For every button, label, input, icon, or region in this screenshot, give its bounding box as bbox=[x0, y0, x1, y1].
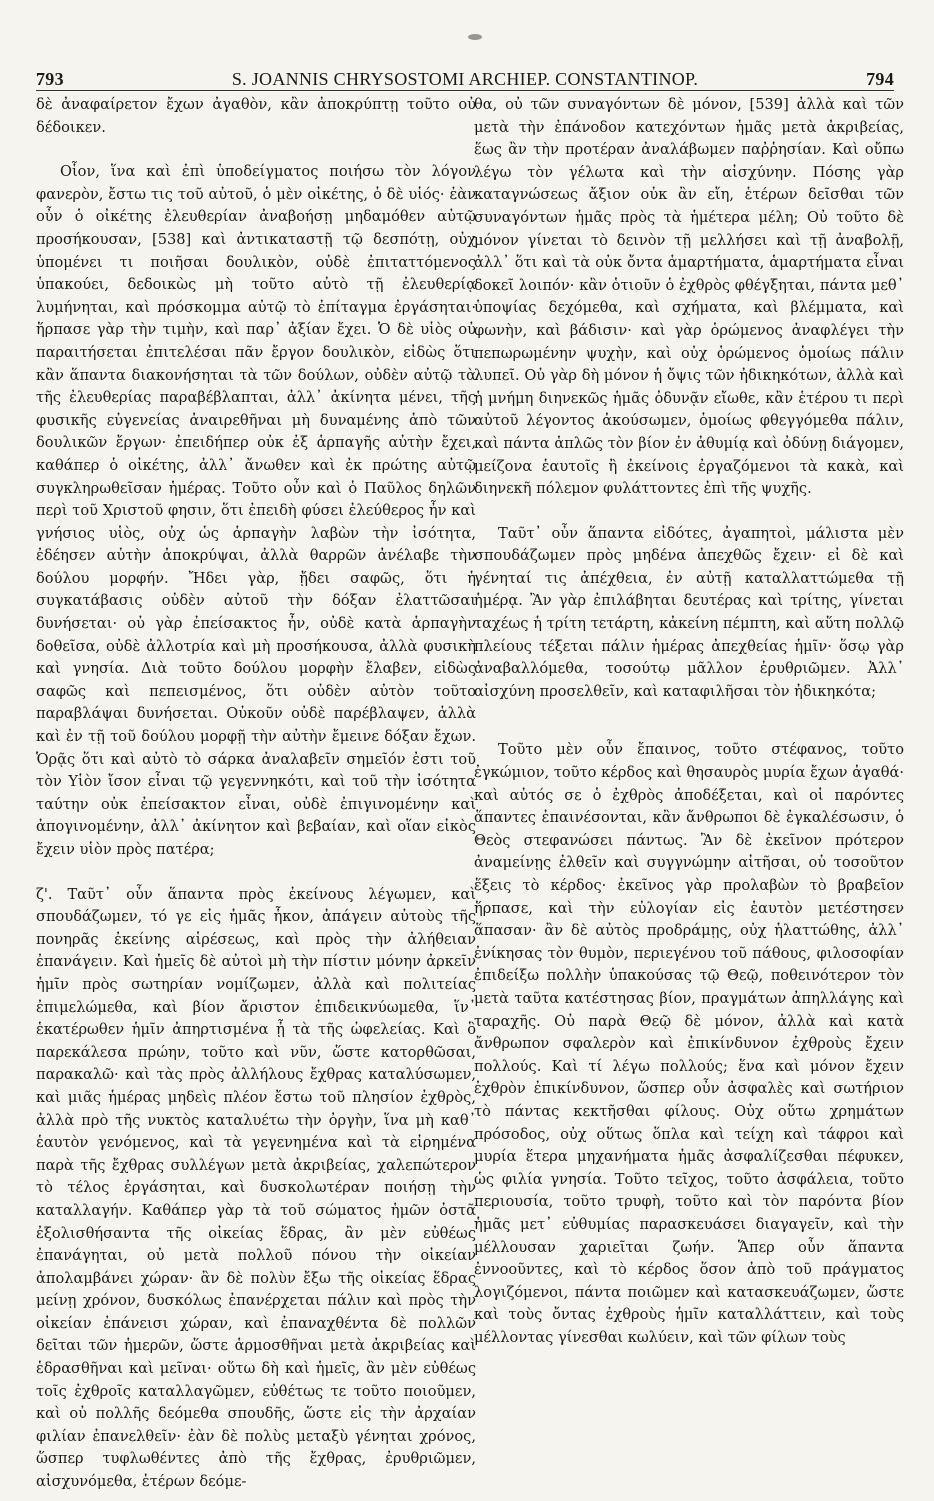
running-header bbox=[36, 60, 894, 91]
spacer bbox=[36, 139, 476, 161]
paragraph: δὲ ἀναφαίρετον ἔχων ἀγαθὸν, κἂν ἀποκρύπτῃ τοῦτο οὐ δέδοικεν. bbox=[36, 96, 476, 136]
spacer bbox=[36, 862, 476, 884]
running-title: S. JOANNIS CHRYSOSTOMI ARCHIEP. CONSTANTINOP. bbox=[231, 69, 699, 89]
paragraph: Τοῦτο μὲν οὖν ἔπαινος, τοῦτο στέφανος, τοῦτο ἐγκώμιον, τοῦτο κέρδος καὶ θησαυρὸς μυρία ἔχων ἀγαθά· καὶ αὐτός σε ὁ ἐχθρὸς ἀποδέξεται, καὶ οἱ παρόντες ἅπαντες ἐπαινέσονται, κἂν ἄνθρωποι δὲ ἐγκαλέσωσιν, ὁ Θεὸς στεφανώσει πάντως. Ἂν δὲ ἐκεῖνον πρότερον ἀναμείνῃς ἐλθεῖν καὶ συγγνώμην αἰτῆσαι, οὐ τοσοῦτον ἕξεις τὸ κέρδος· ἐκεῖνος γὰρ προλαβὼν τὸ βραβεῖον ἥρπασε, καὶ τὴν εὐλογίαν εἰς ἑαυτὸν μετέστησεν ἅπασαν· ἂν δὲ αὐτὸς προδράμῃς, οὐχ ἡλαττώθης, ἀλλ᾽ ἐνίκησας τὸν θυμὸν, περιεγένου τοῦ πάθους, φιλοσοφίαν ἐπιδείξω πολλὴν ὑπακούσας τῷ Θεῷ, ποθεινότερον τὸν μετὰ ταῦτα κατέστησας βίον, πραγμάτων ἀπηλλάγης καὶ ταραχῆς. Οὐ παρὰ Θεῷ δὲ μόνον, ἀλλὰ καὶ κατὰ ἄνθρωπον σφαλερὸν καὶ ἐπικίνδυνον ἐχθροὺς ἔχειν πολλούς. Καὶ τί λέγω πολλούς; ἕνα καὶ μόνον ἔχειν ἐχθρὸν ἐπικίνδυνον, ὥσπερ οὖν ἀσφαλὲς καὶ σωτήριον τὸ πάντας κεκτῆσθαι φίλους. Οὐχ οὕτω χρημάτων πρόσοδος, οὐχ οὕτως ὅπλα καὶ τείχη καὶ τάφροι καὶ μυρία ἕτερα μηχανήματα ἡμᾶς ἀσφαλίζεσθαι πέφυκεν, ὡς φιλία γνησία. Τοῦτο τεῖχος, τοῦτο ἀσφάλεια, τοῦτο περιουσία, τοῦτο τρυφὴ, τοῦτο καὶ τὸν παρόντα βίον ἡμᾶς μετ᾽ εὐθυμίας παρασκευάσει διαγαγεῖν, καὶ τὴν μέλλουσαν χαριεῖται ζωήν. Ἅπερ οὖν ἅπαντα ἐννοοῦντες, καὶ τὸ κέρδος ὅσον ἀπὸ τοῦ πράγματος λογιζόμενοι, πάντα ποιῶμεν καὶ κατασκευάζωμεν, ὥστε καὶ τοὺς ὄντας ἐχθροὺς ἡμῖν καταλλάττειν, καὶ τοὺς μέλλοντας γίνεσθαι κωλύειν, καὶ τῶν φίλων τοὺς bbox=[474, 741, 904, 1346]
paragraph: θα, οὐ τῶν συναγόντων δὲ μόνον, [539] ἀλλὰ καὶ τῶν μετὰ τὴν ἐπάνοδον κατεχόντων ἡμᾶς μετὰ ἀκριβείας, ἕως ἂν τὴν προτέραν ἀναλάβωμεν παῤῥησίαν. Καὶ οὔπω λέγω τὸν γέλωτα καὶ τὴν αἰσχύνην. Πόσης γὰρ καταγνώσεως ἄξιον οὐκ ἂν εἴη, ἑτέρων δεῖσθαι τῶν συναγόντων ἡμᾶς πρὸς τὰ ἡμέτερα μέλη; Οὐ τοῦτο δὲ μόνον γίνεται τὸ δεινὸν τῇ μελλήσει καὶ τῇ ἀναβολῇ, ἀλλ᾽ ὅτι καὶ τὰ οὐκ ὄντα ἁμαρτήματα, ἁμαρτήματα εἶναι δοκεῖ λοιπόν· κἂν ὁτιοῦν ὁ ἐχθρὸς φθέγξηται, πάντα μεθ᾽ ὑποψίας δεχόμεθα, καὶ σχήματα, καὶ βλέμματα, καὶ φωνὴν, καὶ βάδισιν· καὶ γὰρ ὁρώμενος ἀναφλέγει τὴν πεπωρωμένην ψυχὴν, καὶ οὐχ ὁρώμενος ὁμοίως πάλιν λυπεῖ. Οὐ γὰρ δὴ μόνον ἡ ὄψις τῶν ἠδικηκότων, ἀλλὰ καὶ ἡ μνήμη διηνεκῶς ἡμᾶς ὀδυνᾷν εἴωθε, κἂν ἑτέρου τι περὶ αὐτοῦ λέγοντος ἀκούσωμεν, ὁμοίως φθεγγόμεθα πάλιν, καὶ πάντα ἁπλῶς τὸν βίον ἐν ἀθυμίᾳ καὶ ὀδύνῃ διάγομεν, μείζονα ἑαυτοῖς ἢ ἐκείνοις ἐργαζόμενοι τὰ κακὰ, καὶ διηνεκῆ πόλεμον φυλάττοντες ἐπὶ τῆς ψυχῆς. bbox=[474, 96, 904, 498]
paragraph: Οἷον, ἵνα καὶ ἐπὶ ὑποδείγματος ποιήσω τὸν λόγον φανερὸν, ἔστω τις τοῦ αὐτοῦ, ὁ μὲν οἰκέτης, ὁ δὲ υἱός· ἐὰν οὖν ὁ οἰκέτης ἐλευθερίαν ἀναβοήσῃ μηδαμόθεν αὐτῷ προσήκουσαν, [538] καὶ ἀντικαταστῇ τῷ δεσπότῃ, οὐχ ὑπομένει τι ποιῆσαι δουλικὸν, οὐδὲ ἐπιταττόμενος ὑπακούει, δεδοικὼς μὴ τοῦτο αὐτὸ τῇ ἐλευθερίᾳ λυμήνηται, καὶ πρόσκομμα αὐτῷ τὸ ἐπίταγμα ἐργάσηται· ἥρπασε γὰρ τὴν τιμὴν, καὶ παρ᾽ ἀξίαν ἔχει. Ὁ δὲ υἱὸς οὐ παραιτήσεται ἐπιτελέσαι πᾶν ἔργον δουλικὸν, εἰδὼς ὅτι κἂν ἅπαντα διακονήσηται τὰ τῶν δούλων, οὐδὲν αὐτῷ τὰ τῆς ἐλευθερίας παραβέβλαπται, ἀλλ᾽ ἀκίνητα μένει, τῆς φυσικῆς εὐγενείας ἀναιρεθῆναι μὴ δυναμένης ἀπὸ τῶν δουλικῶν ἔργων· ἐπειδήπερ οὐκ ἐξ ἁρπαγῆς αὐτὴν ἔχει, καθάπερ ὁ οἰκέτης, ἀλλ᾽ ἄνωθεν καὶ ἐκ πρώτης αὐτῷ συγκληρωθεῖσαν ἡμέρας. Τοῦτο οὖν καὶ ὁ Παῦλος δηλῶν περὶ τοῦ Χριστοῦ φησιν, ὅτι ἐπειδὴ φύσει ἐλεύθερος ἦν καὶ γνήσιος υἱὸς, οὐχ ὡς ἁρπαγὴν λαβὼν τὴν ἰσότητα, ἐδέησεν αὐτὴν ἀποκρύψαι, ἀλλὰ θαρρῶν ἀνέλαβε τὴν δούλου μορφήν. Ἤδει γὰρ, ᾔδει σαφῶς, ὅτι ἡ συγκατάβασις οὐδὲν αὐτοῦ τὴν δόξαν ἐλαττῶσαι δυνήσεται· οὐ γὰρ ἐπείσακτος ἦν, οὐδὲ κατὰ ἁρπαγὴν δοθεῖσα, οὐδὲ ἀλλοτρία καὶ μὴ προσήκουσα, ἀλλὰ φυσικὴ καὶ γνησία. Διὰ τοῦτο δούλου μορφὴν ἔλαβεν, εἰδὼς σαφῶς καὶ πεπεισμένος, ὅτι οὐδὲν αὐτὸν τοῦτο παραβλάψαι δυνήσεται. Οὐκοῦν οὐδὲ παρέβλαψεν, ἀλλὰ καὶ ἐν τῇ τοῦ δούλου μορφῇ τὴν αὐτὴν ἔμεινε δόξαν ἔχων. Ὁρᾷς ὅτι καὶ αὐτὸ τὸ σάρκα ἀναλαβεῖν σημεῖόν ἐστι τοῦ τὸν Υἱὸν ἴσον εἶναι τῷ γεγεννηκότι, καὶ τοῦ τὴν ἰσότητα ταύτην οὐκ ἐπείσακτον εἶναι, οὐδὲ ἐπιγινομένην καὶ ἀπογινομένην, ἀλλ᾽ ἀκίνητον καὶ βεβαίαν, καὶ οἵαν εἰκὸς ἔχειν υἱὸν πρὸς πατέρα; bbox=[36, 163, 476, 858]
spacer bbox=[474, 703, 904, 739]
paragraph: Ταῦτ᾽ οὖν ἅπαντα εἰδότες, ἀγαπητοὶ, μάλιστα μὲν σπουδάζωμεν πρὸς μηδένα ἀπεχθῶς ἔχειν· εἰ δὲ καὶ γένηταί τις ἀπέχθεια, ἐν αὐτῇ καταλλαττώμεθα τῇ ἡμέρᾳ. Ἂν γὰρ ἐπιλάβηται δευτέρας καὶ τρίτης, γίνεται ταχέως ἡ τρίτη τετάρτη, κἀκείνη πέμπτη, καὶ αὕτη πολλῷ πλείους τέξεται πάλιν ἡμέρας ἀπεχθείας ἡμῖν· ὅσῳ γὰρ ἀναβαλλόμεθα, τοσούτῳ μᾶλλον ἐρυθριῶμεν. Ἀλλ᾽ αἰσχύνη προσελθεῖν, καὶ καταφιλῆσαι τὸν ἠδικηκότα; bbox=[474, 524, 904, 700]
right-page-number: 794 bbox=[866, 69, 894, 89]
left-column bbox=[36, 94, 476, 1494]
right-column bbox=[474, 94, 904, 1349]
paragraph: ζ'. Ταῦτ᾽ οὖν ἅπαντα πρὸς ἐκείνους λέγωμεν, καὶ σπουδάζωμεν, τό γε εἰς ἡμᾶς ἧκον, ἀπάγειν αὐτοὺς τῆς πονηρᾶς ἐκείνης αἱρέσεως, καὶ πρὸς τὴν ἀλήθειαν ἐπανάγειν. Καὶ ἡμεῖς δὲ αὐτοὶ μὴ τὴν πίστιν μόνην ἀρκεῖν ἡμῖν πρὸς σωτηρίαν νομίζωμεν, ἀλλὰ καὶ πολιτείας ἐπιμελώμεθα, καὶ βίον ἄριστον ἐπιδεικνύωμεθα, ἵν᾽ ἑκατέρωθεν ἡμῖν ἀπηρτισμένα ᾖ τὰ τῆς ὠφελείας. Καὶ ὃ παρεκάλεσα πρώην, τοῦτο καὶ νῦν, ὥστε κατορθῶσαι, παρακαλῶ· καὶ τὰς πρὸς ἀλλήλους ἔχθρας καταλύσωμεν, καὶ μιᾶς ἡμέρας μηδεὶς πλέον ἔστω τοῦ πλησίον ἐχθρὸς, ἀλλὰ πρὸ τῆς νυκτὸς καταλυέτω τὴν ὀργὴν, ἵνα μὴ καθ᾽ ἑαυτὸν γενόμενος, καὶ τὰ γεγενημένα καὶ τὰ εἰρημένα παρὰ τῆς ἔχθρας συλλέγων μετὰ ἀκριβείας, χαλεπώτερον τὸ τέλος ἐργάσηται, καὶ δυσκολωτέραν ποιήσῃ τὴν καταλλαγήν. Καθάπερ γὰρ τὰ τοῦ σώματος ἡμῶν ὀστᾶ ἐξολισθήσαντα τῆς οἰκείας ἕδρας, ἂν μὲν εὐθέως ἐπανάγηται, οὐ μετὰ πολλοῦ πόνου τὴν οἰκείαν ἀπολαμβάνει χώραν· ἂν δὲ πολὺν ἔξω τῆς οἰκείας ἕδρας μείνῃ χρόνον, δυσκόλως ἐπανέρχεται πάλιν καὶ πρὸς τὴν οἰκείαν ἐπάνεισι χώραν, καὶ ἐπαναχθέντα δὲ πολλῶν δεῖται τῶν ἡμερῶν, ὥστε ἁρμοσθῆναι μετὰ ἀκριβείας καὶ ἑδρασθῆναι καὶ μεῖναι· οὕτω δὴ καὶ ἡμεῖς, ἂν μὲν εὐθέως τοῖς ἐχθροῖς καταλλαγῶμεν, εὐθέτως τε τοῦτο ποιοῦμεν, καὶ οὐ πολλῆς δεόμεθα σπουδῆς, ὥστε εἰς τὴν ἀρχαίαν φιλίαν ἐπανελθεῖν· ἐὰν δὲ πολὺς μεταξὺ γένηται χρόνος, ὥσπερ τυφλωθέντες ἀπὸ τῆς ἔχθρας, ἐρυθριῶμεν, αἰσχυνόμεθα, ἑτέρων δεόμε- bbox=[36, 885, 476, 1491]
ink-smudge bbox=[468, 34, 482, 40]
left-page-number: 793 bbox=[36, 69, 64, 89]
spacer bbox=[474, 501, 904, 523]
